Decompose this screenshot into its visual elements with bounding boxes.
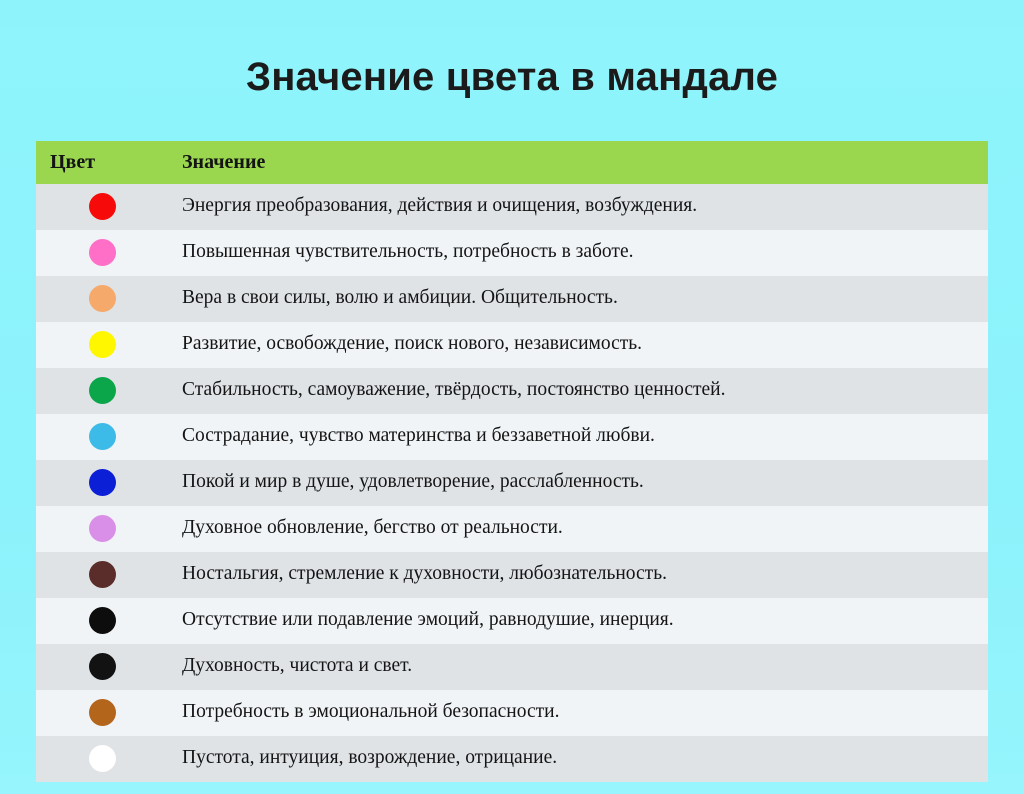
table-header-row	[36, 141, 988, 184]
color-cell	[36, 690, 168, 736]
color-cell	[36, 368, 168, 414]
color-cell	[36, 598, 168, 644]
slide	[0, 27, 1024, 794]
black-swatch-2	[89, 653, 116, 680]
color-cell	[36, 276, 168, 322]
table-row	[36, 322, 988, 368]
table-row	[36, 460, 988, 506]
red-swatch	[89, 193, 116, 220]
color-cell	[36, 230, 168, 276]
table-row	[36, 506, 988, 552]
table-row	[36, 276, 988, 322]
meaning-cell: Повышенная чувствительность, потребность в заботе.	[182, 241, 634, 263]
yellow-swatch	[89, 331, 116, 358]
table-body	[36, 184, 988, 782]
violet-swatch	[89, 515, 116, 542]
table-row	[36, 690, 988, 736]
meaning-cell: Духовность, чистота и свет.	[182, 655, 413, 677]
green-swatch	[89, 377, 116, 404]
white-swatch	[89, 745, 116, 772]
color-cell	[36, 506, 168, 552]
meaning-cell: Сострадание, чувство материнства и беззаветной любви.	[182, 425, 655, 447]
table-row	[36, 184, 988, 230]
color-cell	[36, 184, 168, 230]
table-row	[36, 552, 988, 598]
meaning-cell: Потребность в эмоциональной безопасности.	[182, 701, 560, 723]
meaning-cell: Развитие, освобождение, поиск нового, независимость.	[182, 333, 643, 355]
meaning-cell: Пустота, интуиция, возрождение, отрицание.	[182, 747, 558, 769]
color-cell	[36, 414, 168, 460]
dark-brown-swatch	[89, 561, 116, 588]
color-meaning-table	[36, 141, 988, 782]
light-blue-swatch	[89, 423, 116, 450]
color-cell	[36, 460, 168, 506]
column-header-color: Цвет	[36, 141, 168, 184]
pink-swatch	[89, 239, 116, 266]
meaning-cell: Ностальгия, стремление к духовности, любознательность.	[182, 563, 667, 585]
meaning-cell: Вера в свои силы, волю и амбиции. Общительность.	[182, 287, 618, 309]
table-header	[36, 141, 988, 184]
blue-swatch	[89, 469, 116, 496]
meaning-cell: Духовное обновление, бегство от реальности.	[182, 517, 563, 539]
color-cell	[36, 644, 168, 690]
brown-swatch	[89, 699, 116, 726]
color-meaning-table-wrapper	[36, 141, 988, 782]
color-cell	[36, 322, 168, 368]
table-row	[36, 644, 988, 690]
meaning-cell: Энергия преобразования, действия и очищения, возбуждения.	[182, 195, 698, 217]
meaning-cell: Стабильность, самоуважение, твёрдость, постоянство ценностей.	[182, 379, 726, 401]
meaning-cell: Отсутствие или подавление эмоций, равнодушие, инерция.	[182, 609, 674, 631]
page-title: Значение цвета в мандале	[245, 54, 779, 99]
color-cell	[36, 552, 168, 598]
light-orange-swatch	[89, 285, 116, 312]
column-header-meaning: Значение	[168, 141, 988, 184]
table-row	[36, 368, 988, 414]
bottom-strip	[0, 770, 1024, 794]
table-row	[36, 414, 988, 460]
table-row	[36, 598, 988, 644]
meaning-cell: Покой и мир в душе, удовлетворение, расслабленность.	[182, 471, 644, 493]
table-row	[36, 230, 988, 276]
black-swatch	[89, 607, 116, 634]
